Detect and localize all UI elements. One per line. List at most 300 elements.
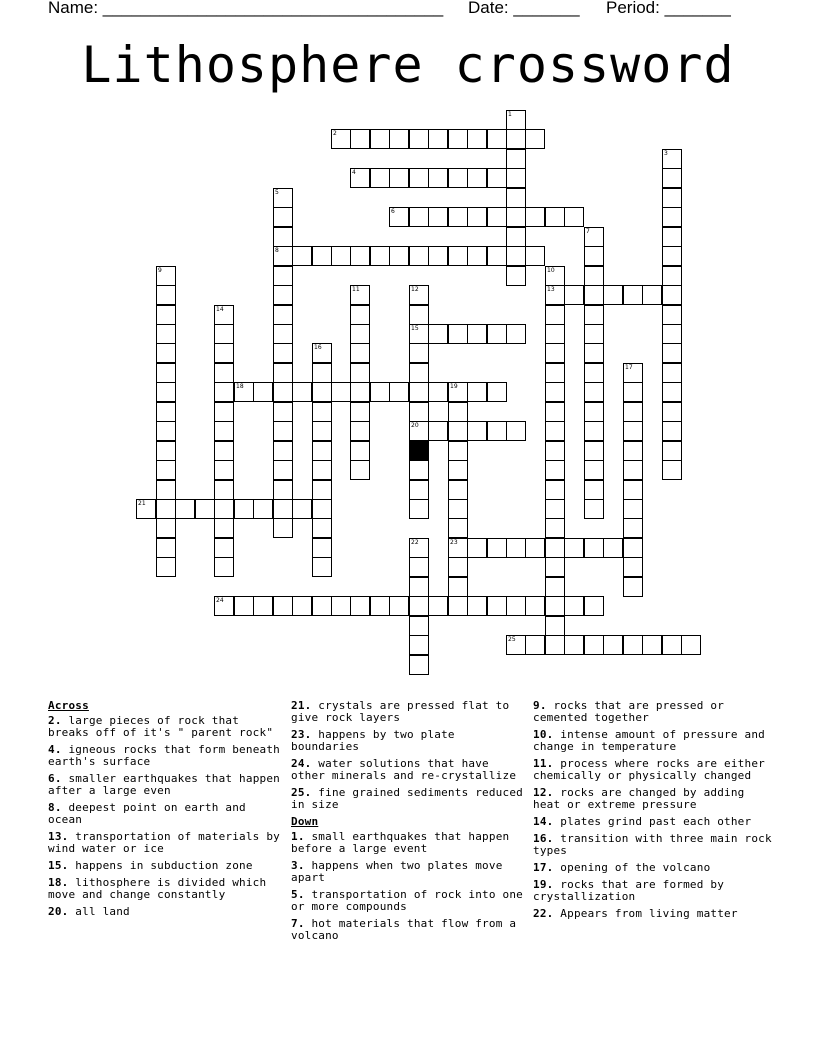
grid-cell[interactable] xyxy=(234,499,254,519)
grid-cell[interactable] xyxy=(409,402,429,422)
grid-cell[interactable] xyxy=(545,518,565,538)
grid-cell[interactable] xyxy=(409,305,429,325)
grid-cell[interactable] xyxy=(136,499,156,519)
grid-cell[interactable] xyxy=(584,363,604,383)
grid-cell[interactable] xyxy=(312,382,332,402)
grid-cell[interactable] xyxy=(253,499,273,519)
grid-cell[interactable] xyxy=(448,441,468,461)
grid-cell[interactable] xyxy=(662,227,682,247)
grid-cell[interactable] xyxy=(448,518,468,538)
grid-cell[interactable] xyxy=(409,285,429,305)
grid-cell[interactable] xyxy=(506,596,526,616)
grid-cell[interactable] xyxy=(273,343,293,363)
grid-cell[interactable] xyxy=(273,363,293,383)
grid-cell[interactable] xyxy=(584,246,604,266)
grid-cell[interactable] xyxy=(448,324,468,344)
grid-cell[interactable] xyxy=(623,382,643,402)
grid-cell[interactable] xyxy=(331,129,351,149)
grid-cell[interactable] xyxy=(662,305,682,325)
grid-cell[interactable] xyxy=(214,363,234,383)
grid-cell[interactable] xyxy=(234,382,254,402)
grid-cell[interactable] xyxy=(156,324,176,344)
grid-cell[interactable] xyxy=(545,499,565,519)
grid-cell[interactable] xyxy=(564,207,584,227)
grid-cell[interactable] xyxy=(467,246,487,266)
grid-cell[interactable] xyxy=(273,518,293,538)
grid-cell[interactable] xyxy=(409,616,429,636)
grid-cell[interactable] xyxy=(662,266,682,286)
cell-number: 2 xyxy=(333,130,337,137)
clue-text: rocks are changed by adding heat or extreme pressure xyxy=(533,786,745,811)
grid-cell[interactable] xyxy=(525,635,545,655)
grid-cell[interactable] xyxy=(409,246,429,266)
grid-cell[interactable] xyxy=(525,129,545,149)
grid-cell[interactable] xyxy=(409,129,429,149)
grid-cell[interactable] xyxy=(214,382,234,402)
grid-cell[interactable] xyxy=(156,518,176,538)
grid-cell[interactable] xyxy=(350,285,370,305)
grid-cell[interactable] xyxy=(564,538,584,558)
grid-cell[interactable] xyxy=(195,499,215,519)
grid-cell[interactable] xyxy=(448,168,468,188)
grid-cell[interactable] xyxy=(584,441,604,461)
grid-cell[interactable] xyxy=(214,538,234,558)
grid-cell[interactable] xyxy=(506,227,526,247)
grid-cell[interactable] xyxy=(409,343,429,363)
grid-cell[interactable] xyxy=(409,577,429,597)
grid-cell[interactable] xyxy=(623,460,643,480)
grid-cell[interactable] xyxy=(273,480,293,500)
grid-cell[interactable] xyxy=(584,460,604,480)
grid-cell[interactable] xyxy=(545,382,565,402)
grid-cell[interactable] xyxy=(506,188,526,208)
grid-cell[interactable] xyxy=(389,596,409,616)
grid-cell[interactable] xyxy=(156,499,176,519)
clue-down-3 xyxy=(291,860,523,884)
clue-text: transition with three main rock types xyxy=(533,832,772,857)
grid-cell[interactable] xyxy=(525,538,545,558)
grid-cell[interactable] xyxy=(623,363,643,383)
grid-cell[interactable] xyxy=(389,246,409,266)
grid-cell[interactable] xyxy=(584,382,604,402)
grid-cell[interactable] xyxy=(350,460,370,480)
grid-cell[interactable] xyxy=(506,207,526,227)
grid-cell[interactable] xyxy=(506,421,526,441)
clue-across-18 xyxy=(48,877,280,901)
grid-cell[interactable] xyxy=(584,499,604,519)
grid-cell[interactable] xyxy=(156,382,176,402)
grid-cell[interactable] xyxy=(428,324,448,344)
grid-cell[interactable] xyxy=(428,421,448,441)
grid-cell[interactable] xyxy=(273,421,293,441)
grid-cell[interactable] xyxy=(214,480,234,500)
grid-cell[interactable] xyxy=(525,207,545,227)
grid-cell[interactable] xyxy=(312,441,332,461)
grid-cell[interactable] xyxy=(428,596,448,616)
grid-cell[interactable] xyxy=(506,324,526,344)
grid-cell[interactable] xyxy=(156,402,176,422)
grid-cell[interactable] xyxy=(506,538,526,558)
grid-cell[interactable] xyxy=(623,285,643,305)
clue-text: happens in subduction zone xyxy=(75,859,253,872)
grid-cell[interactable] xyxy=(545,266,565,286)
grid-cell[interactable] xyxy=(545,207,565,227)
clue-number: 17. xyxy=(533,861,554,874)
grid-cell[interactable] xyxy=(584,343,604,363)
grid-cell[interactable] xyxy=(662,168,682,188)
grid-cell[interactable] xyxy=(214,596,234,616)
clue-number: 3. xyxy=(291,859,305,872)
grid-cell[interactable] xyxy=(545,577,565,597)
grid-cell[interactable] xyxy=(156,441,176,461)
grid-cell[interactable] xyxy=(214,460,234,480)
grid-cell[interactable] xyxy=(350,305,370,325)
grid-cell[interactable] xyxy=(448,577,468,597)
grid-cell[interactable] xyxy=(312,596,332,616)
grid-cell[interactable] xyxy=(428,207,448,227)
grid-cell[interactable] xyxy=(545,480,565,500)
grid-cell[interactable] xyxy=(350,168,370,188)
grid-cell[interactable] xyxy=(448,129,468,149)
grid-cell[interactable] xyxy=(156,266,176,286)
grid-cell[interactable] xyxy=(467,382,487,402)
grid-cell[interactable] xyxy=(623,538,643,558)
grid-cell[interactable] xyxy=(312,557,332,577)
clue-number: 25. xyxy=(291,786,312,799)
grid-cell[interactable] xyxy=(467,207,487,227)
grid-cell[interactable] xyxy=(350,129,370,149)
grid-cell[interactable] xyxy=(623,635,643,655)
grid-cell[interactable] xyxy=(584,538,604,558)
grid-cell[interactable] xyxy=(156,557,176,577)
grid-cell[interactable] xyxy=(584,421,604,441)
grid-cell[interactable] xyxy=(156,480,176,500)
grid-cell[interactable] xyxy=(312,363,332,383)
grid-cell[interactable] xyxy=(273,402,293,422)
grid-cell[interactable] xyxy=(487,246,507,266)
grid-cell[interactable] xyxy=(545,596,565,616)
grid-cell[interactable] xyxy=(623,518,643,538)
grid-cell[interactable] xyxy=(681,635,701,655)
grid-cell[interactable] xyxy=(273,246,293,266)
grid-cell[interactable] xyxy=(564,635,584,655)
grid-cell[interactable] xyxy=(545,305,565,325)
grid-cell[interactable] xyxy=(662,382,682,402)
clue-number: 16. xyxy=(533,832,554,845)
grid-cell[interactable] xyxy=(409,207,429,227)
grid-cell[interactable] xyxy=(506,149,526,169)
grid-cell[interactable] xyxy=(350,382,370,402)
cell-number: 7 xyxy=(586,228,590,235)
grid-cell[interactable] xyxy=(350,402,370,422)
grid-cell[interactable] xyxy=(603,635,623,655)
grid-cell[interactable] xyxy=(389,129,409,149)
grid-cell[interactable] xyxy=(642,285,662,305)
grid-cell[interactable] xyxy=(448,246,468,266)
grid-cell[interactable] xyxy=(564,285,584,305)
grid-cell[interactable] xyxy=(389,168,409,188)
grid-cell[interactable] xyxy=(214,499,234,519)
grid-cell[interactable] xyxy=(156,421,176,441)
grid-cell[interactable] xyxy=(448,421,468,441)
grid-cell[interactable] xyxy=(662,207,682,227)
grid-cell[interactable] xyxy=(603,285,623,305)
grid-cell[interactable] xyxy=(409,557,429,577)
grid-cell[interactable] xyxy=(312,402,332,422)
grid-cell[interactable] xyxy=(448,402,468,422)
grid-cell[interactable] xyxy=(662,246,682,266)
grid-cell[interactable] xyxy=(584,227,604,247)
grid-cell[interactable] xyxy=(156,460,176,480)
grid-cell[interactable] xyxy=(584,402,604,422)
grid-cell[interactable] xyxy=(409,635,429,655)
grid-cell[interactable] xyxy=(545,324,565,344)
grid-cell[interactable] xyxy=(487,421,507,441)
grid-cell[interactable] xyxy=(273,305,293,325)
grid-cell[interactable] xyxy=(312,538,332,558)
grid-cell[interactable] xyxy=(545,460,565,480)
grid-cell[interactable] xyxy=(273,285,293,305)
grid-cell[interactable] xyxy=(584,266,604,286)
grid-cell[interactable] xyxy=(273,207,293,227)
grid-cell[interactable] xyxy=(409,382,429,402)
grid-cell[interactable] xyxy=(312,421,332,441)
grid-cell[interactable] xyxy=(467,421,487,441)
grid-cell[interactable] xyxy=(350,421,370,441)
grid-cell[interactable] xyxy=(370,382,390,402)
grid-cell[interactable] xyxy=(545,402,565,422)
grid-cell[interactable] xyxy=(642,635,662,655)
grid-cell[interactable] xyxy=(273,499,293,519)
grid-cell[interactable] xyxy=(487,168,507,188)
cell-number: 4 xyxy=(352,169,356,176)
clue-number: 22. xyxy=(533,907,554,920)
grid-cell[interactable] xyxy=(214,324,234,344)
clue-number: 21. xyxy=(291,699,312,712)
grid-cell[interactable] xyxy=(448,480,468,500)
grid-cell[interactable] xyxy=(623,421,643,441)
cell-number: 23 xyxy=(450,539,458,546)
grid-cell[interactable] xyxy=(350,246,370,266)
grid-cell[interactable] xyxy=(467,129,487,149)
grid-cell[interactable] xyxy=(312,499,332,519)
grid-cell[interactable] xyxy=(448,207,468,227)
grid-cell[interactable] xyxy=(370,168,390,188)
grid-cell[interactable] xyxy=(506,266,526,286)
clues-column-2 xyxy=(291,700,523,947)
grid-cell[interactable] xyxy=(428,168,448,188)
grid-cell[interactable] xyxy=(428,246,448,266)
grid-cell[interactable] xyxy=(409,499,429,519)
grid-cell[interactable] xyxy=(156,363,176,383)
grid-cell[interactable] xyxy=(253,596,273,616)
grid-cell[interactable] xyxy=(273,441,293,461)
grid-cell[interactable] xyxy=(292,499,312,519)
black-cell xyxy=(409,441,429,461)
grid-cell[interactable] xyxy=(623,402,643,422)
grid-cell[interactable] xyxy=(584,305,604,325)
grid-cell[interactable] xyxy=(623,441,643,461)
grid-cell[interactable] xyxy=(487,596,507,616)
grid-cell[interactable] xyxy=(214,557,234,577)
grid-cell[interactable] xyxy=(370,246,390,266)
grid-cell[interactable] xyxy=(448,557,468,577)
clue-number: 1. xyxy=(291,830,305,843)
grid-cell[interactable] xyxy=(409,421,429,441)
grid-cell[interactable] xyxy=(467,168,487,188)
clue-across-6 xyxy=(48,773,280,797)
grid-cell[interactable] xyxy=(409,168,429,188)
grid-cell[interactable] xyxy=(662,402,682,422)
grid-cell[interactable] xyxy=(214,402,234,422)
grid-cell[interactable] xyxy=(409,596,429,616)
grid-cell[interactable] xyxy=(545,421,565,441)
grid-cell[interactable] xyxy=(545,635,565,655)
grid-cell[interactable] xyxy=(292,596,312,616)
grid-cell[interactable] xyxy=(448,499,468,519)
grid-cell[interactable] xyxy=(389,207,409,227)
clue-across-15 xyxy=(48,860,280,872)
date-field[interactable]: Date: _______ xyxy=(468,0,580,17)
grid-cell[interactable] xyxy=(156,305,176,325)
grid-cell[interactable] xyxy=(448,596,468,616)
name-field[interactable]: Name: ____________________________________ xyxy=(48,0,444,17)
grid-cell[interactable] xyxy=(564,596,584,616)
grid-cell[interactable] xyxy=(584,480,604,500)
grid-cell[interactable] xyxy=(623,557,643,577)
grid-cell[interactable] xyxy=(584,285,604,305)
grid-cell[interactable] xyxy=(214,305,234,325)
grid-cell[interactable] xyxy=(273,227,293,247)
grid-cell[interactable] xyxy=(487,538,507,558)
grid-cell[interactable] xyxy=(545,557,565,577)
grid-cell[interactable] xyxy=(467,324,487,344)
grid-cell[interactable] xyxy=(428,129,448,149)
grid-cell[interactable] xyxy=(525,246,545,266)
grid-cell[interactable] xyxy=(312,480,332,500)
grid-cell[interactable] xyxy=(584,324,604,344)
grid-cell[interactable] xyxy=(331,596,351,616)
grid-cell[interactable] xyxy=(273,188,293,208)
grid-cell[interactable] xyxy=(662,324,682,344)
grid-cell[interactable] xyxy=(545,363,565,383)
grid-cell[interactable] xyxy=(331,382,351,402)
grid-cell[interactable] xyxy=(156,343,176,363)
grid-cell[interactable] xyxy=(545,538,565,558)
grid-cell[interactable] xyxy=(273,596,293,616)
grid-cell[interactable] xyxy=(662,285,682,305)
grid-cell[interactable] xyxy=(662,441,682,461)
grid-cell[interactable] xyxy=(253,382,273,402)
grid-cell[interactable] xyxy=(584,596,604,616)
grid-cell[interactable] xyxy=(545,343,565,363)
grid-cell[interactable] xyxy=(312,460,332,480)
grid-cell[interactable] xyxy=(312,518,332,538)
grid-cell[interactable] xyxy=(506,168,526,188)
grid-cell[interactable] xyxy=(312,246,332,266)
grid-cell[interactable] xyxy=(448,538,468,558)
grid-cell[interactable] xyxy=(312,343,332,363)
grid-cell[interactable] xyxy=(662,343,682,363)
cell-number: 13 xyxy=(547,286,555,293)
grid-cell[interactable] xyxy=(389,382,409,402)
grid-cell[interactable] xyxy=(350,343,370,363)
grid-cell[interactable] xyxy=(623,577,643,597)
grid-cell[interactable] xyxy=(662,460,682,480)
grid-cell[interactable] xyxy=(603,538,623,558)
grid-cell[interactable] xyxy=(273,460,293,480)
grid-cell[interactable] xyxy=(214,343,234,363)
grid-cell[interactable] xyxy=(662,188,682,208)
grid-cell[interactable] xyxy=(350,441,370,461)
grid-cell[interactable] xyxy=(525,596,545,616)
grid-cell[interactable] xyxy=(545,285,565,305)
grid-cell[interactable] xyxy=(350,324,370,344)
grid-cell[interactable] xyxy=(331,246,351,266)
grid-cell[interactable] xyxy=(370,596,390,616)
grid-cell[interactable] xyxy=(234,596,254,616)
grid-cell[interactable] xyxy=(584,635,604,655)
grid-cell[interactable] xyxy=(545,441,565,461)
grid-cell[interactable] xyxy=(370,129,390,149)
clue-across-8 xyxy=(48,802,280,826)
grid-cell[interactable] xyxy=(214,441,234,461)
grid-cell[interactable] xyxy=(506,110,526,130)
grid-cell[interactable] xyxy=(156,538,176,558)
grid-cell[interactable] xyxy=(487,324,507,344)
grid-cell[interactable] xyxy=(214,518,234,538)
grid-cell[interactable] xyxy=(409,538,429,558)
grid-cell[interactable] xyxy=(409,655,429,675)
grid-cell[interactable] xyxy=(662,149,682,169)
grid-cell[interactable] xyxy=(662,363,682,383)
grid-cell[interactable] xyxy=(623,480,643,500)
grid-cell[interactable] xyxy=(506,129,526,149)
grid-cell[interactable] xyxy=(156,285,176,305)
grid-cell[interactable] xyxy=(487,129,507,149)
grid-cell[interactable] xyxy=(292,246,312,266)
cell-number: 11 xyxy=(352,286,360,293)
grid-cell[interactable] xyxy=(662,635,682,655)
grid-cell[interactable] xyxy=(448,382,468,402)
grid-cell[interactable] xyxy=(273,382,293,402)
grid-cell[interactable] xyxy=(273,266,293,286)
grid-cell[interactable] xyxy=(623,499,643,519)
grid-cell[interactable] xyxy=(487,382,507,402)
grid-cell[interactable] xyxy=(545,616,565,636)
grid-cell[interactable] xyxy=(662,421,682,441)
grid-cell[interactable] xyxy=(292,382,312,402)
grid-cell[interactable] xyxy=(506,635,526,655)
grid-cell[interactable] xyxy=(506,246,526,266)
grid-cell[interactable] xyxy=(409,324,429,344)
grid-cell[interactable] xyxy=(448,460,468,480)
grid-cell[interactable] xyxy=(350,363,370,383)
grid-cell[interactable] xyxy=(467,538,487,558)
grid-cell[interactable] xyxy=(273,324,293,344)
grid-cell[interactable] xyxy=(175,499,195,519)
grid-cell[interactable] xyxy=(487,207,507,227)
grid-cell[interactable] xyxy=(409,363,429,383)
grid-cell[interactable] xyxy=(409,460,429,480)
grid-cell[interactable] xyxy=(214,421,234,441)
grid-cell[interactable] xyxy=(467,596,487,616)
grid-cell[interactable] xyxy=(409,480,429,500)
clue-down-16 xyxy=(533,833,773,857)
grid-cell[interactable] xyxy=(428,382,448,402)
period-field[interactable]: Period: _______ xyxy=(606,0,731,17)
grid-cell[interactable] xyxy=(350,596,370,616)
